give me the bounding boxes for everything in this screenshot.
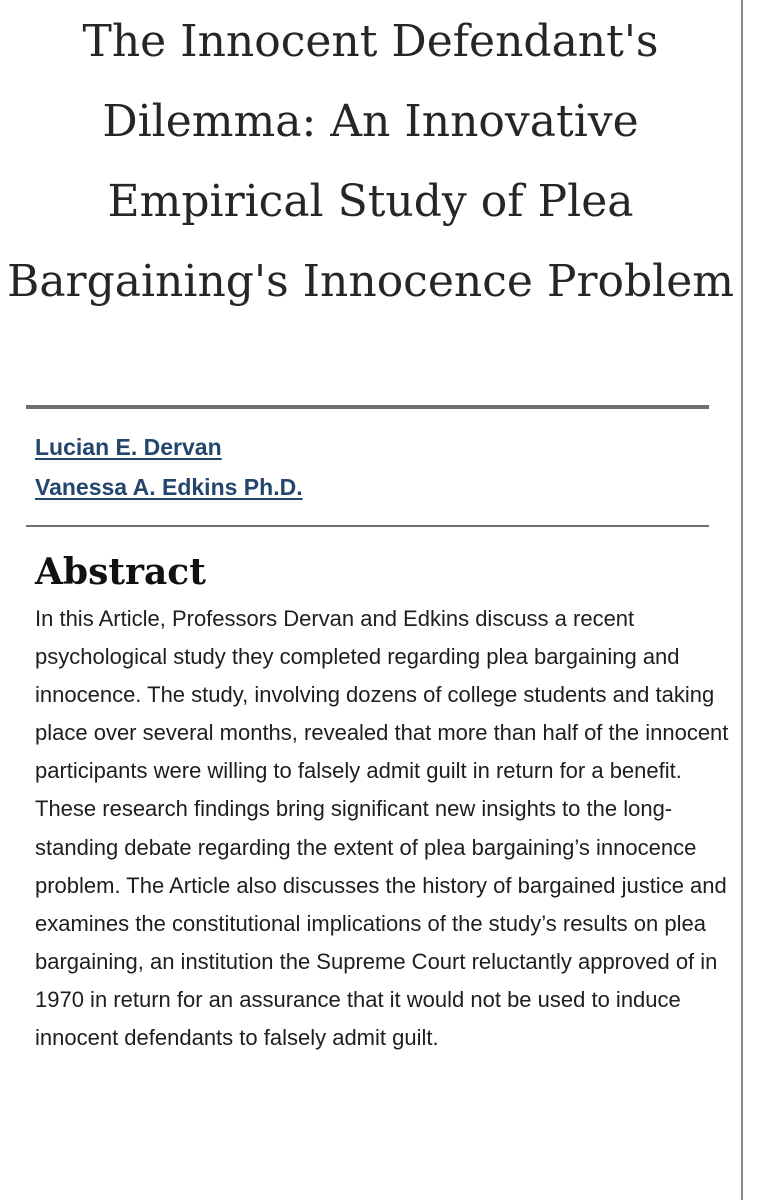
author-link-dervan[interactable]: Lucian E. Dervan bbox=[35, 434, 222, 460]
authors-divider bbox=[26, 525, 709, 527]
author-list bbox=[35, 427, 303, 507]
abstract-heading: Abstract bbox=[35, 551, 206, 593]
article-title: The Innocent Defendant's Dilemma: An Innovative Empirical Study of Plea Bargaining's Innocence Problem bbox=[6, 16, 734, 307]
abstract-text: In this Article, Professors Dervan and Edkins discuss a recent psychological study they completed regarding plea bargaining and innocence. The study, involving dozens of college students and taking place over several months, revealed that more than half of the innocent participants were willing to falsely admit guilt in return for a benefit. These research findings bring significant new insights to the long-standing debate regarding the extent of plea bargaining’s innocence problem. The Article also discusses the history of bargained justice and examines the constitutional implications of the study’s results on plea bargaining, an institution the Supreme Court reluctantly approved of in 1970 in return for an assurance that it would not be used to induce innocent defendants to falsely admit guilt. bbox=[35, 606, 729, 1051]
page-edge-border bbox=[741, 0, 743, 1200]
title-divider bbox=[26, 405, 709, 409]
author-link-edkins[interactable]: Vanessa A. Edkins Ph.D. bbox=[35, 474, 303, 500]
